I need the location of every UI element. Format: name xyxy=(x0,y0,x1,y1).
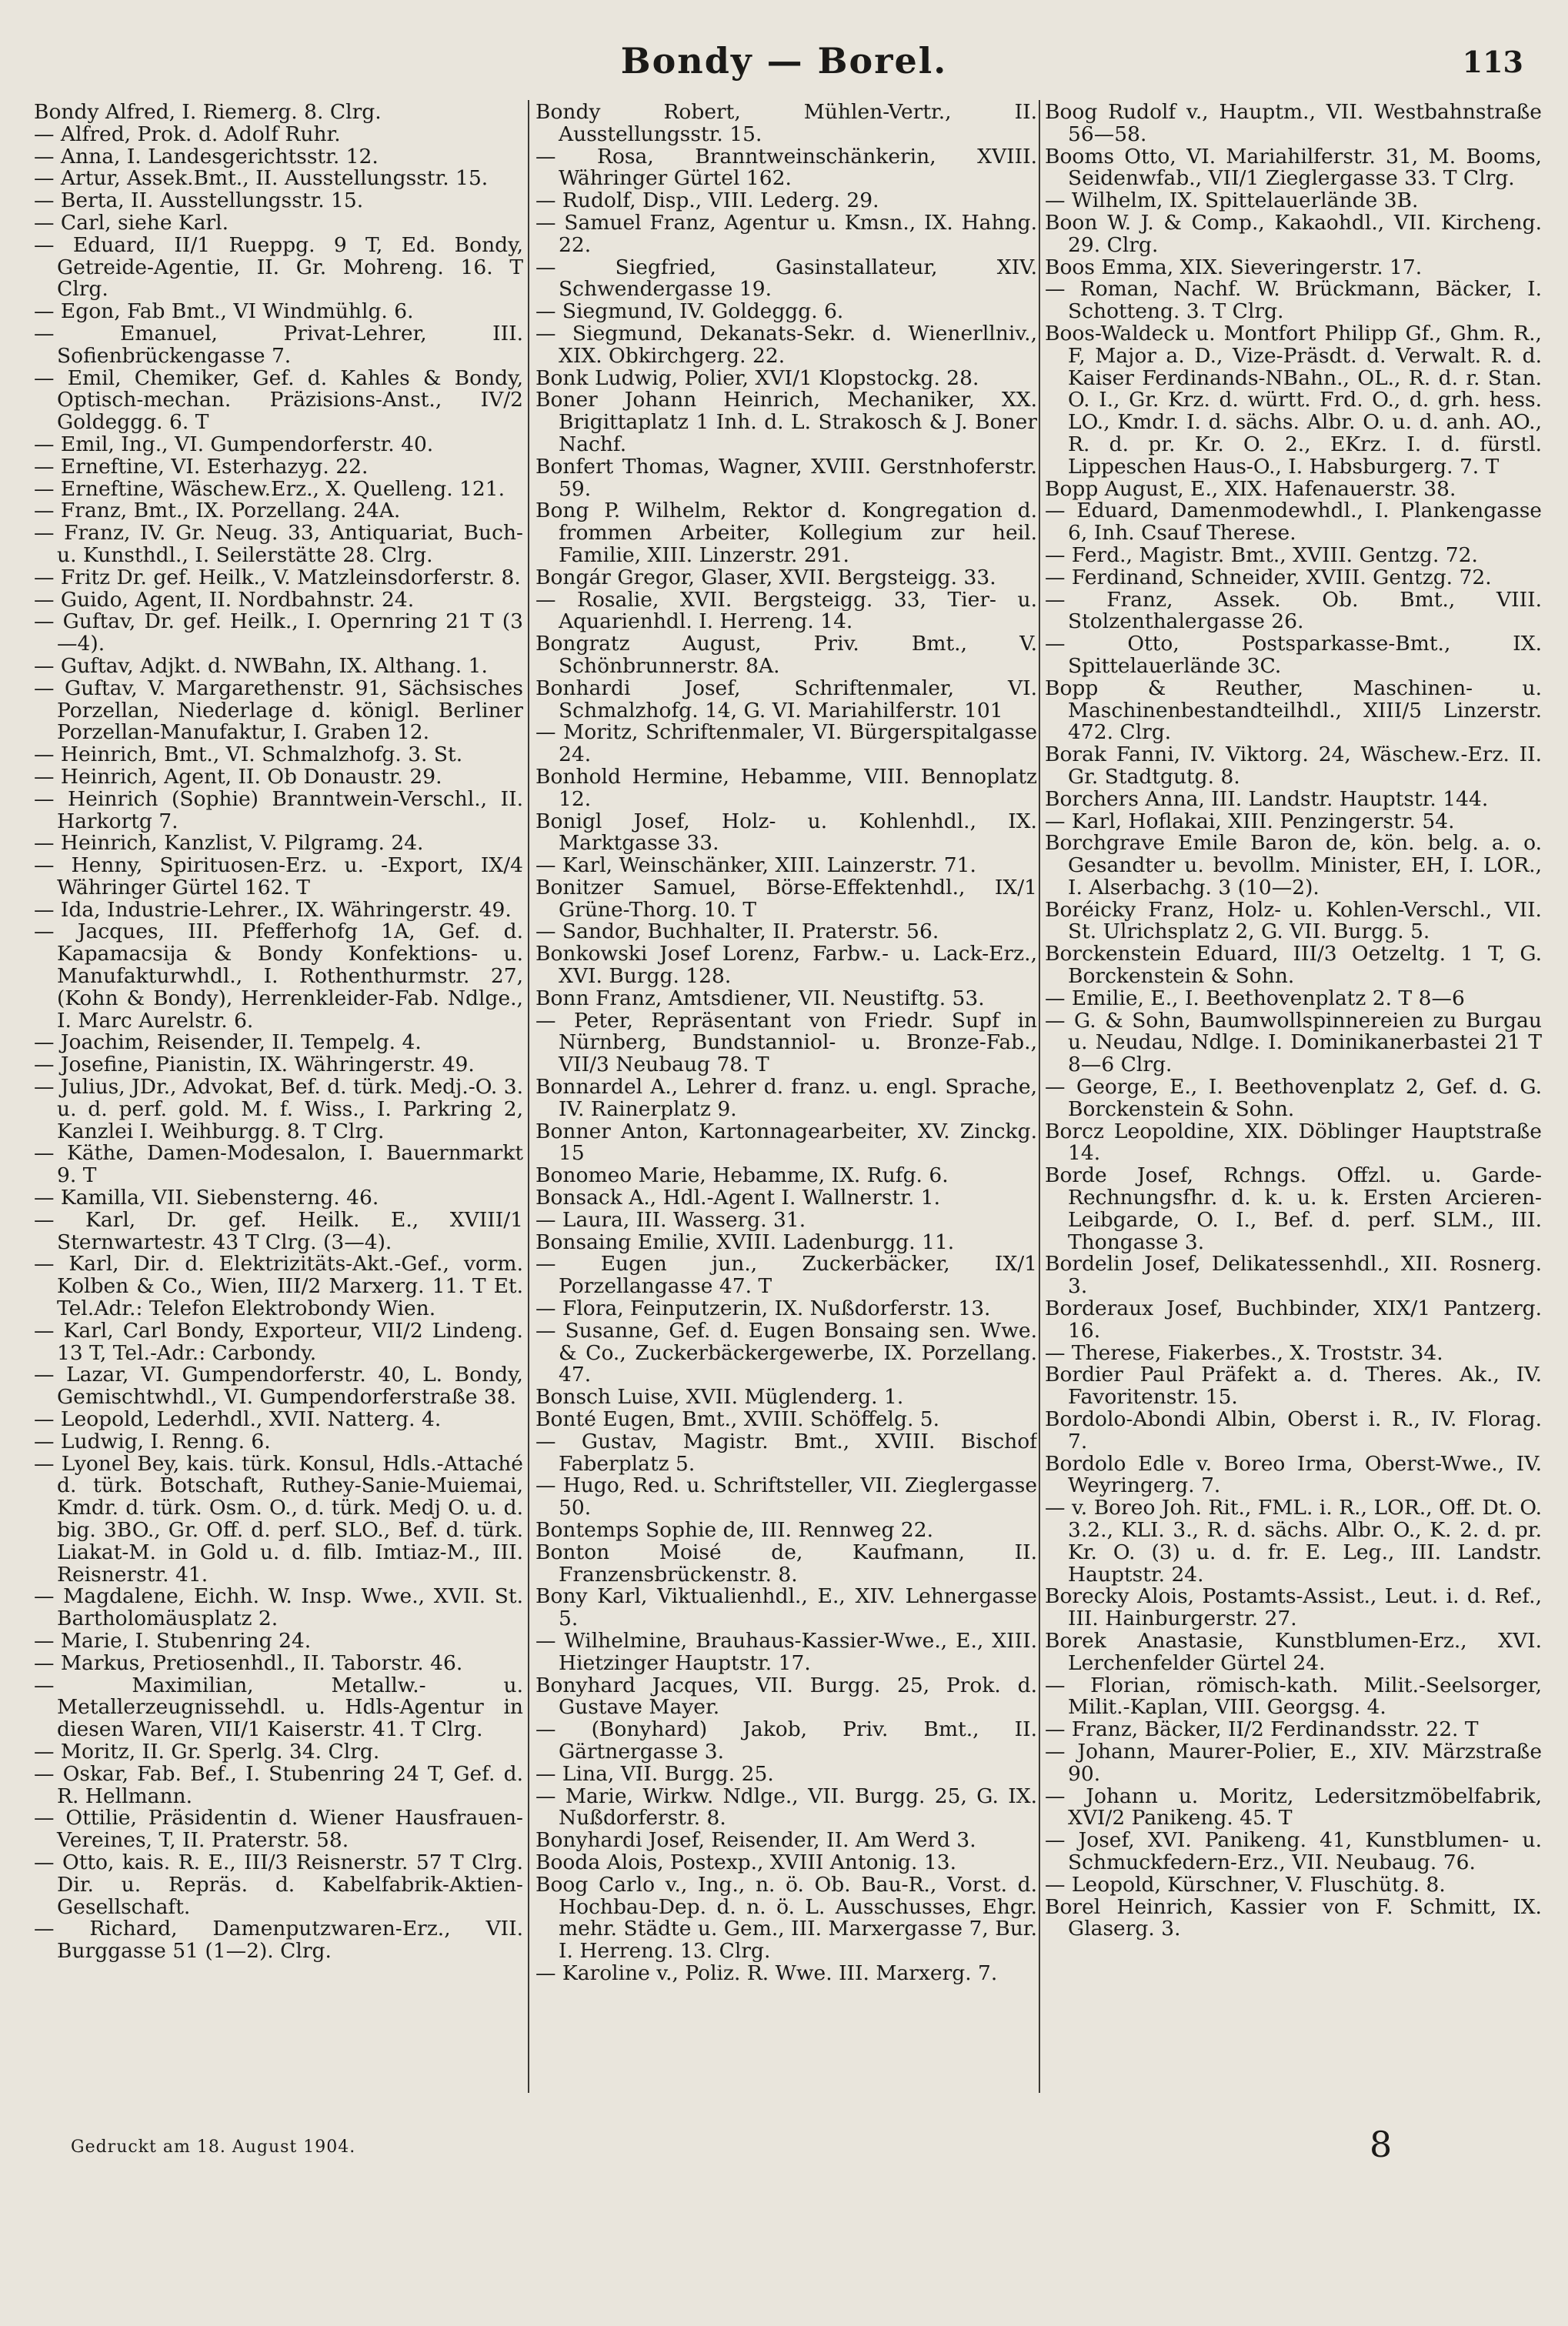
directory-entry: Bonigl Josef, Holz- u. Kohlenhdl., IX. Marktgasse 33. xyxy=(535,809,1037,856)
directory-entry: — Lyonel Bey, kais. türk. Konsul, Hdls.-Attaché d. türk. Botschaft, Ruthey-Sanie-Muiemai, Kmdr. d. türk. Osm. O., d. türk. Medj O. u. d. big. 3BO., Gr. Off. d. perf. SLO., Bef. d. türk. Liakat-M. in Gold u. d. filb. Imtiaz-M., III. Reisnerstr. 41. xyxy=(34,1451,523,1587)
directory-entry: — Oskar, Fab. Bef., I. Stubenring 24 T, Gef. d. R. Hellmann. xyxy=(34,1761,523,1808)
directory-entry: — Heinrich, Kanzlist, V. Pilgramg. 24. xyxy=(34,831,424,856)
directory-entry: Borel Heinrich, Kassier von F. Schmitt, IX. Glaserg. 3. xyxy=(1045,1894,1542,1941)
directory-entry: — Leopold, Lederhdl., XVII. Natterg. 4. xyxy=(34,1407,442,1432)
directory-entry: — Moritz, II. Gr. Sperlg. 34. Clrg. xyxy=(34,1739,380,1764)
directory-entry: Booms Otto, VI. Mariahilferstr. 31, M. Booms, Seidenwfab., VII/1 Zieglergasse 33. T Clrg. xyxy=(1045,144,1542,191)
directory-entry: Bonk Ludwig, Polier, XVI/1 Klopstockg. 28. xyxy=(535,365,979,390)
directory-entry: — Karl, Hoflakai, XIII. Penzingerstr. 54. xyxy=(1045,809,1455,833)
directory-entry: — Wilhelmine, Brauhaus-Kassier-Wwe., E., XIII. Hietzinger Hauptstr. 17. xyxy=(535,1628,1037,1675)
directory-entry: Bongár Gregor, Glaser, XVII. Bergsteigg. 33. xyxy=(535,565,996,589)
column-right xyxy=(1045,102,1542,2087)
directory-entry: — Leopold, Kürschner, V. Fluschütg. 8. xyxy=(1045,1872,1446,1897)
column-divider xyxy=(1039,100,1040,2093)
directory-entry: — Rosa, Branntweinschänkerin, XVIII. Währinger Gürtel 162. xyxy=(535,144,1037,191)
page-header xyxy=(0,40,1568,95)
directory-entry: Bongratz August, Priv. Bmt., V. Schönbrunnerstr. 8A. xyxy=(535,632,1037,678)
directory-entry: — Rosalie, XVII. Bergsteigg. 33, Tier- u. Aquarienhdl. I. Herreng. 14. xyxy=(535,587,1037,634)
directory-entry: — Siegmund, Dekanats-Sekr. d. Wienerllniv., XIX. Obkirchgerg. 22. xyxy=(535,321,1037,368)
directory-entry: — Florian, römisch-kath. Milit.-Seelsorger, Milit.-Kaplan, VIII. Georgsg. 4. xyxy=(1045,1673,1542,1720)
directory-entry: — Richard, Damenputzwaren-Erz., VII. Burggasse 51 (1—2). Clrg. xyxy=(34,1917,523,1964)
directory-entry: — Karl, Weinschänker, XIII. Lainzerstr. 71. xyxy=(535,853,976,878)
directory-entry: — Kamilla, VII. Siebensterng. 46. xyxy=(34,1186,379,1210)
directory-entry: — Emil, Chemiker, Gef. d. Kahles & Bondy, Optisch-mechan. Präzisions-Anst., IV/2 Goldeggg. 6. T xyxy=(34,365,523,435)
directory-entry: — Karoline v., Poliz. R. Wwe. III. Marxerg. 7. xyxy=(535,1961,998,1985)
directory-entry: Borcz Leopoldine, XIX. Döblinger Hauptstraße 14. xyxy=(1045,1119,1542,1166)
directory-entry: Bonsack A., Hdl.-Agent I. Wallnerstr. 1. xyxy=(535,1186,941,1210)
directory-entry: — Rudolf, Disp., VIII. Lederg. 29. xyxy=(535,189,879,213)
directory-entry: — Erneftine, Wäschew.Erz., X. Quelleng. 121. xyxy=(34,476,505,501)
directory-entry: Borde Josef, Rchngs. Offzl. u. Garde-Rechnungsfhr. d. k. u. k. Ersten Arcieren-Leibgarde, O. I., Bef. d. perf. SLM., III. Thongasse 3. xyxy=(1045,1163,1542,1254)
directory-entry: — Ida, Industrie-Lehrer., IX. Währingerstr. 49. xyxy=(34,897,512,922)
directory-entry: Bopp August, E., XIX. Hafenauerstr. 38. xyxy=(1045,476,1456,501)
directory-entry: — Wilhelm, IX. Spittelauerlände 3B. xyxy=(1045,189,1419,213)
directory-entry: — Josef, XVI. Panikeng. 41, Kunstblumen- u. Schmuckfedern-Erz., VII. Neubaug. 76. xyxy=(1045,1828,1542,1874)
directory-entry: — v. Boreo Joh. Rit., FML. i. R., LOR., Off. Dt. O. 3.2., KLI. 3., R. d. sächs. Albr. O., K. 2. d. pr. Kr. O. (3) u. d. fr. E. Leg., III. Landstr. Hauptstr. 24. xyxy=(1045,1496,1542,1587)
column-divider xyxy=(528,100,529,2093)
directory-entry: Bordolo-Abondi Albin, Oberst i. R., IV. Florag. 7. xyxy=(1045,1407,1542,1453)
directory-entry: Bonyhard Jacques, VII. Burgg. 25, Prok. d. Gustave Mayer. xyxy=(535,1673,1037,1720)
directory-entry: — Berta, II. Ausstellungsstr. 15. xyxy=(34,189,364,213)
directory-entry: — Carl, siehe Karl. xyxy=(34,210,229,235)
directory-entry: — Käthe, Damen-Modesalon, I. Bauernmarkt 9. T xyxy=(34,1141,523,1188)
directory-entry: Bonton Moisé de, Kaufmann, II. Franzensbrückenstr. 8. xyxy=(535,1540,1037,1587)
directory-entry: Boréicky Franz, Holz- u. Kohlen-Verschl., VII. St. Ulrichsplatz 2, G. VII. Burgg. 5. xyxy=(1045,897,1542,944)
directory-entry: Borek Anastasie, Kunstblumen-Erz., XVI. Lerchenfelder Gürtel 24. xyxy=(1045,1628,1542,1675)
directory-entry: — Karl, Carl Bondy, Exporteur, VII/2 Lindeng. 13 T, Tel.-Adr.: Carbondy. xyxy=(34,1318,523,1365)
directory-entry: — Siegfried, Gasinstallateur, XIV. Schwendergasse 19. xyxy=(535,255,1037,302)
directory-entry: Bonyhardi Josef, Reisender, II. Am Werd 3. xyxy=(535,1828,976,1853)
directory-entry: — Alfred, Prok. d. Adolf Ruhr. xyxy=(34,122,341,146)
directory-entry: — Egon, Fab Bmt., VI Windmühlg. 6. xyxy=(34,299,414,324)
directory-entry: Boog Rudolf v., Hauptm., VII. Westbahnstraße 56—58. xyxy=(1045,102,1542,146)
directory-entry: — Lina, VII. Burgg. 25. xyxy=(535,1761,774,1786)
directory-entry: — Susanne, Gef. d. Eugen Bonsaing sen. Wwe. & Co., Zuckerbäckergewerbe, IX. Porzellang. 47. xyxy=(535,1318,1037,1387)
directory-entry: — Guido, Agent, II. Nordbahnstr. 24. xyxy=(34,587,415,612)
directory-entry: — Eugen jun., Zuckerbäcker, IX/1 Porzellangasse 47. T xyxy=(535,1252,1037,1299)
directory-entry: Bonfert Thomas, Wagner, XVIII. Gerstnhoferstr. 59. xyxy=(535,454,1037,501)
directory-entry: Bonté Eugen, Bmt., XVIII. Schöffelg. 5. xyxy=(535,1407,940,1432)
directory-entry: Bony Karl, Viktualienhdl., E., XIV. Lehnergasse 5. xyxy=(535,1584,1037,1631)
directory-entry: — Flora, Feinputzerin, IX. Nußdorferstr. 13. xyxy=(535,1296,991,1321)
page-number: 113 xyxy=(1462,45,1523,79)
page-title: Bondy — Borel. xyxy=(620,40,948,82)
directory-entry: — Eduard, Damenmodewhdl., I. Plankengasse 6, Inh. Csauf Therese. xyxy=(1045,499,1542,546)
directory-entry: Bondy Alfred, I. Riemerg. 8. Clrg. xyxy=(34,102,382,124)
directory-entry: — Peter, Repräsentant von Friedr. Supf in Nürnberg, Bundstanniol- u. Bronze-Fab., VII/3 Neubaug 78. T xyxy=(535,1008,1037,1077)
directory-entry: — Otto, kais. R. E., III/3 Reisnerstr. 57 T Clrg. Dir. u. Repräs. d. Kabelfabrik-Aktien-Gesellschaft. xyxy=(34,1850,523,1919)
directory-entry: — Heinrich, Agent, II. Ob Donaustr. 29. xyxy=(34,764,442,789)
directory-entry: — Heinrich, Bmt., VI. Schmalzhofg. 3. St. xyxy=(34,743,463,767)
directory-entry: Boon W. J. & Comp., Kakaohdl., VII. Kircheng. 29. Clrg. xyxy=(1045,210,1542,257)
directory-entry: — Gustav, Magistr. Bmt., XVIII. Bischof Faberplatz 5. xyxy=(535,1429,1037,1476)
directory-entry: Bondy Robert, Mühlen-Vertr., II. Ausstellungsstr. 15. xyxy=(535,102,1037,146)
directory-entry: — Hugo, Red. u. Schriftsteller, VII. Zieglergasse 50. xyxy=(535,1473,1037,1520)
print-date: Gedruckt am 18. August 1904. xyxy=(71,2137,356,2157)
directory-entry: — Heinrich (Sophie) Branntwein-Verschl., II. Harkortg 7. xyxy=(34,786,523,833)
directory-entry: Bonner Anton, Kartonnagearbeiter, XV. Zinckg. 15 xyxy=(535,1119,1037,1166)
directory-entry: — Markus, Pretiosenhdl., II. Taborstr. 46. xyxy=(34,1650,463,1675)
directory-entry: Boog Carlo v., Ing., n. ö. Ob. Bau-R., Vorst. d. Hochbau-Dep. d. n. ö. L. Ausschusses, Ehgr. mehr. Städte u. Gem., III. Marxergasse 7, Bur. I. Herreng. 13. Clrg. xyxy=(535,1872,1037,1964)
directory-entry: Bonhardi Josef, Schriftenmaler, VI. Schmalzhofg. 14, G. VI. Mariahilferstr. 101 xyxy=(535,676,1037,722)
directory-entry: Bonnardel A., Lehrer d. franz. u. engl. Sprache, IV. Rainerplatz 9. xyxy=(535,1075,1037,1121)
directory-entry: Bonomeo Marie, Hebamme, IX. Rufg. 6. xyxy=(535,1163,949,1188)
directory-entry: — G. & Sohn, Baumwollspinnereien zu Burgau u. Neudau, Ndlge. I. Dominikanerbastei 21 T 8—6 Clrg. xyxy=(1045,1008,1542,1077)
directory-entry: Borchers Anna, III. Landstr. Hauptstr. 144. xyxy=(1045,786,1489,811)
directory-entry: — George, E., I. Beethovenplatz 2, Gef. d. G. Borckenstein & Sohn. xyxy=(1045,1075,1542,1121)
directory-entry: — Artur, Assek.Bmt., II. Ausstellungsstr. 15. xyxy=(34,166,489,191)
signature-number: 8 xyxy=(1369,2124,1393,2165)
directory-entry: — Sandor, Buchhalter, II. Praterstr. 56. xyxy=(535,919,939,944)
directory-entry: Bonhold Hermine, Hebamme, VIII. Bennoplatz 12. xyxy=(535,764,1037,811)
directory-entry: — Henny, Spirituosen-Erz. u. -Export, IX/4 Währinger Gürtel 162. T xyxy=(34,853,523,899)
directory-entry: — Roman, Nachf. W. Brückmann, Bäcker, I. Schotteng. 3. T Clrg. xyxy=(1045,277,1542,324)
directory-entry: Bordelin Josef, Delikatessenhdl., XII. Rosnerg. 3. xyxy=(1045,1252,1542,1299)
directory-entry: Borchgrave Emile Baron de, kön. belg. a. o. Gesandter u. bevollm. Minister, EH, I. LOR., I. Alserbachg. 3 (10—2). xyxy=(1045,831,1542,899)
directory-entry: — (Bonyhard) Jakob, Priv. Bmt., II. Gärtnergasse 3. xyxy=(535,1717,1037,1764)
directory-entry: — Guftav, Dr. gef. Heilk., I. Opernring 21 T (3—4). xyxy=(34,609,523,656)
directory-entry: — Josefine, Pianistin, IX. Währingerstr. 49. xyxy=(34,1053,475,1077)
directory-entry: — Anna, I. Landesgerichtsstr. 12. xyxy=(34,144,379,169)
directory-entry: Bordolo Edle v. Boreo Irma, Oberst-Wwe., IV. Weyringerg. 7. xyxy=(1045,1451,1542,1498)
directory-entry: — Jacques, III. Pfefferhofg 1A, Gef. d. Kapamacsija & Bondy Konfektions- u. Manufakturwhdl., I. Rothenthurmstr. 27, (Kohn & Bondy), Herrenkleider-Fab. Ndlge., I. Marc Aurelstr. 6. xyxy=(34,919,523,1033)
directory-entry: Borecky Alois, Postamts-Assist., Leut. i. d. Ref., III. Hainburgerstr. 27. xyxy=(1045,1584,1542,1631)
directory-entry: — Maximilian, Metallw.- u. Metallerzeugnissehdl. u. Hdls-Agentur in diesen Waren, VII/1 Kaiserstr. 41. T Clrg. xyxy=(34,1673,523,1742)
directory-entry: — Lazar, VI. Gumpendorferstr. 40, L. Bondy, Gemischtwhdl., VI. Gumpendorferstraße 38. xyxy=(34,1363,523,1410)
directory-entry: — Moritz, Schriftenmaler, VI. Bürgerspitalgasse 24. xyxy=(535,720,1037,767)
directory-entry: — Johann, Maurer-Polier, E., XIV. Märzstraße 90. xyxy=(1045,1739,1542,1786)
directory-entry: — Fritz Dr. gef. Heilk., V. Matzleinsdorferstr. 8. xyxy=(34,565,521,589)
directory-entry: — Samuel Franz, Agentur u. Kmsn., IX. Hahng. 22. xyxy=(535,210,1037,257)
column-left xyxy=(34,102,523,2087)
directory-entry: Bonitzer Samuel, Börse-Effektenhdl., IX/1 Grüne-Thorg. 10. T xyxy=(535,875,1037,922)
directory-entry: — Joachim, Reisender, II. Tempelg. 4. xyxy=(34,1030,422,1055)
directory-entry: — Emilie, E., I. Beethovenplatz 2. T 8—6 xyxy=(1045,986,1465,1010)
directory-entry: Bonsch Luise, XVII. Müglenderg. 1. xyxy=(535,1385,904,1410)
directory-entry: — Guftav, V. Margarethenstr. 91, Sächsisches Porzellan, Niederlage d. königl. Berliner Porzellan-Manufaktur, I. Graben 12. xyxy=(34,676,523,745)
directory-entry: — Franz, IV. Gr. Neug. 33, Antiquariat, Buch- u. Kunsthdl., I. Seilerstätte 28. Clrg. xyxy=(34,521,523,567)
directory-entry: — Ferdinand, Schneider, XVIII. Gentzg. 72. xyxy=(1045,565,1492,589)
directory-entry: — Franz, Bmt., IX. Porzellang. 24A. xyxy=(34,499,401,523)
directory-entry: Bonn Franz, Amtsdiener, VII. Neustiftg. 53. xyxy=(535,986,985,1010)
directory-entry: Bopp & Reuther, Maschinen- u. Maschinenbestandteilhdl., XIII/5 Linzerstr. 472. Clrg. xyxy=(1045,676,1542,745)
directory-entry: — Marie, Wirkw. Ndlge., VII. Burgg. 25, G. IX. Nußdorferstr. 8. xyxy=(535,1784,1037,1830)
directory-entry: — Ottilie, Präsidentin d. Wiener Hausfrauen-Vereines, T, II. Praterstr. 58. xyxy=(34,1806,523,1853)
directory-entry: Boos Emma, XIX. Sieveringerstr. 17. xyxy=(1045,255,1423,279)
column-middle xyxy=(535,102,1037,2087)
directory-entry: — Johann u. Moritz, Ledersitzmöbelfabrik, XVI/2 Panikeng. 45. T xyxy=(1045,1784,1542,1830)
directory-entry: — Otto, Postsparkasse-Bmt., IX. Spittelauerlände 3C. xyxy=(1045,632,1542,678)
directory-entry: — Karl, Dr. gef. Heilk. E., XVIII/1 Sternwartestr. 43 T Clrg. (3—4). xyxy=(34,1207,523,1254)
directory-entry: — Marie, I. Stubenring 24. xyxy=(34,1628,312,1653)
directory-entry: — Julius, JDr., Advokat, Bef. d. türk. Medj.-O. 3. u. d. perf. gold. M. f. Wiss., I. Parkring 2, Kanzlei I. Weihburgg. 8. T Clrg. xyxy=(34,1075,523,1143)
directory-entry: — Laura, III. Wasserg. 31. xyxy=(535,1207,806,1232)
directory-entry: — Siegmund, IV. Goldeggg. 6. xyxy=(535,299,844,324)
directory-entry: — Ferd., Magistr. Bmt., XVIII. Gentzg. 72. xyxy=(1045,542,1478,567)
directory-entry: — Emanuel, Privat-Lehrer, III. Sofienbrückengasse 7. xyxy=(34,321,523,368)
directory-entry: — Therese, Fiakerbes., X. Troststr. 34. xyxy=(1045,1340,1443,1365)
directory-entry: Bonsaing Emilie, XVIII. Ladenburgg. 11. xyxy=(535,1230,955,1254)
directory-entry: Bontemps Sophie de, III. Rennweg 22. xyxy=(535,1518,934,1542)
directory-entry: — Erneftine, VI. Esterhazyg. 22. xyxy=(34,454,369,479)
directory-entry: Borak Fanni, IV. Viktorg. 24, Wäschew.-Erz. II. Gr. Stadtgutg. 8. xyxy=(1045,743,1542,789)
directory-entry: — Guftav, Adjkt. d. NWBahn, IX. Althang. 1. xyxy=(34,653,488,678)
directory-entry: Borderaux Josef, Buchbinder, XIX/1 Pantzerg. 16. xyxy=(1045,1296,1542,1343)
directory-entry: — Magdalene, Eichh. W. Insp. Wwe., XVII. St. Bartholomäusplatz 2. xyxy=(34,1584,523,1631)
directory-entry: — Eduard, II/1 Rueppg. 9 T, Ed. Bondy, Getreide-Agentie, II. Gr. Mohreng. 16. T Clrg. xyxy=(34,232,523,302)
directory-entry: Borckenstein Eduard, III/3 Oetzeltg. 1 T, G. Borckenstein & Sohn. xyxy=(1045,942,1542,989)
directory-entry: Boner Johann Heinrich, Mechaniker, XX. Brigittaplatz 1 Inh. d. L. Strakosch & J. Boner Nachf. xyxy=(535,388,1037,456)
directory-entry: Bong P. Wilhelm, Rektor d. Kongregation d. frommen Arbeiter, Kollegium zur heil. Familie, XIII. Linzerstr. 291. xyxy=(535,499,1037,567)
directory-entry: — Franz, Assek. Ob. Bmt., VIII. Stolzenthalergasse 26. xyxy=(1045,587,1542,634)
directory-entry: — Ludwig, I. Renng. 6. xyxy=(34,1429,271,1453)
directory-entry: Boos-Waldeck u. Montfort Philipp Gf., Ghm. R., F, Major a. D., Vize-Präsdt. d. Verwalt. R. d. Kaiser Ferdinands-NBahn., OL., R. d. r. Stan. O. I., Gr. Krz. d. württ. Frd. O., d. grh. hess. LO., Kmdr. I. d. sächs. Albr. O. u. d. anh. AO., R. d. pr. Kr. O. 2., EKrz. I. d. fürstl. Lippeschen Haus-O., I. Habsburgerg. 7. T xyxy=(1045,321,1542,479)
directory-entry: — Franz, Bäcker, II/2 Ferdinandsstr. 22. T xyxy=(1045,1717,1479,1742)
directory-entry: — Emil, Ing., VI. Gumpendorferstr. 40. xyxy=(34,432,434,456)
directory-entry: Bordier Paul Präfekt a. d. Theres. Ak., IV. Favoritenstr. 15. xyxy=(1045,1363,1542,1410)
directory-entry: Bonkowski Josef Lorenz, Farbw.- u. Lack-Erz., XVI. Burgg. 128. xyxy=(535,942,1037,989)
directory-entry: Booda Alois, Postexp., XVIII Antonig. 13. xyxy=(535,1850,957,1874)
directory-entry: — Karl, Dir. d. Elektrizitäts-Akt.-Gef., vorm. Kolben & Co., Wien, III/2 Marxerg. 11. T Et. Tel.Adr.: Telefon Elektrobondy Wien. xyxy=(34,1252,523,1321)
